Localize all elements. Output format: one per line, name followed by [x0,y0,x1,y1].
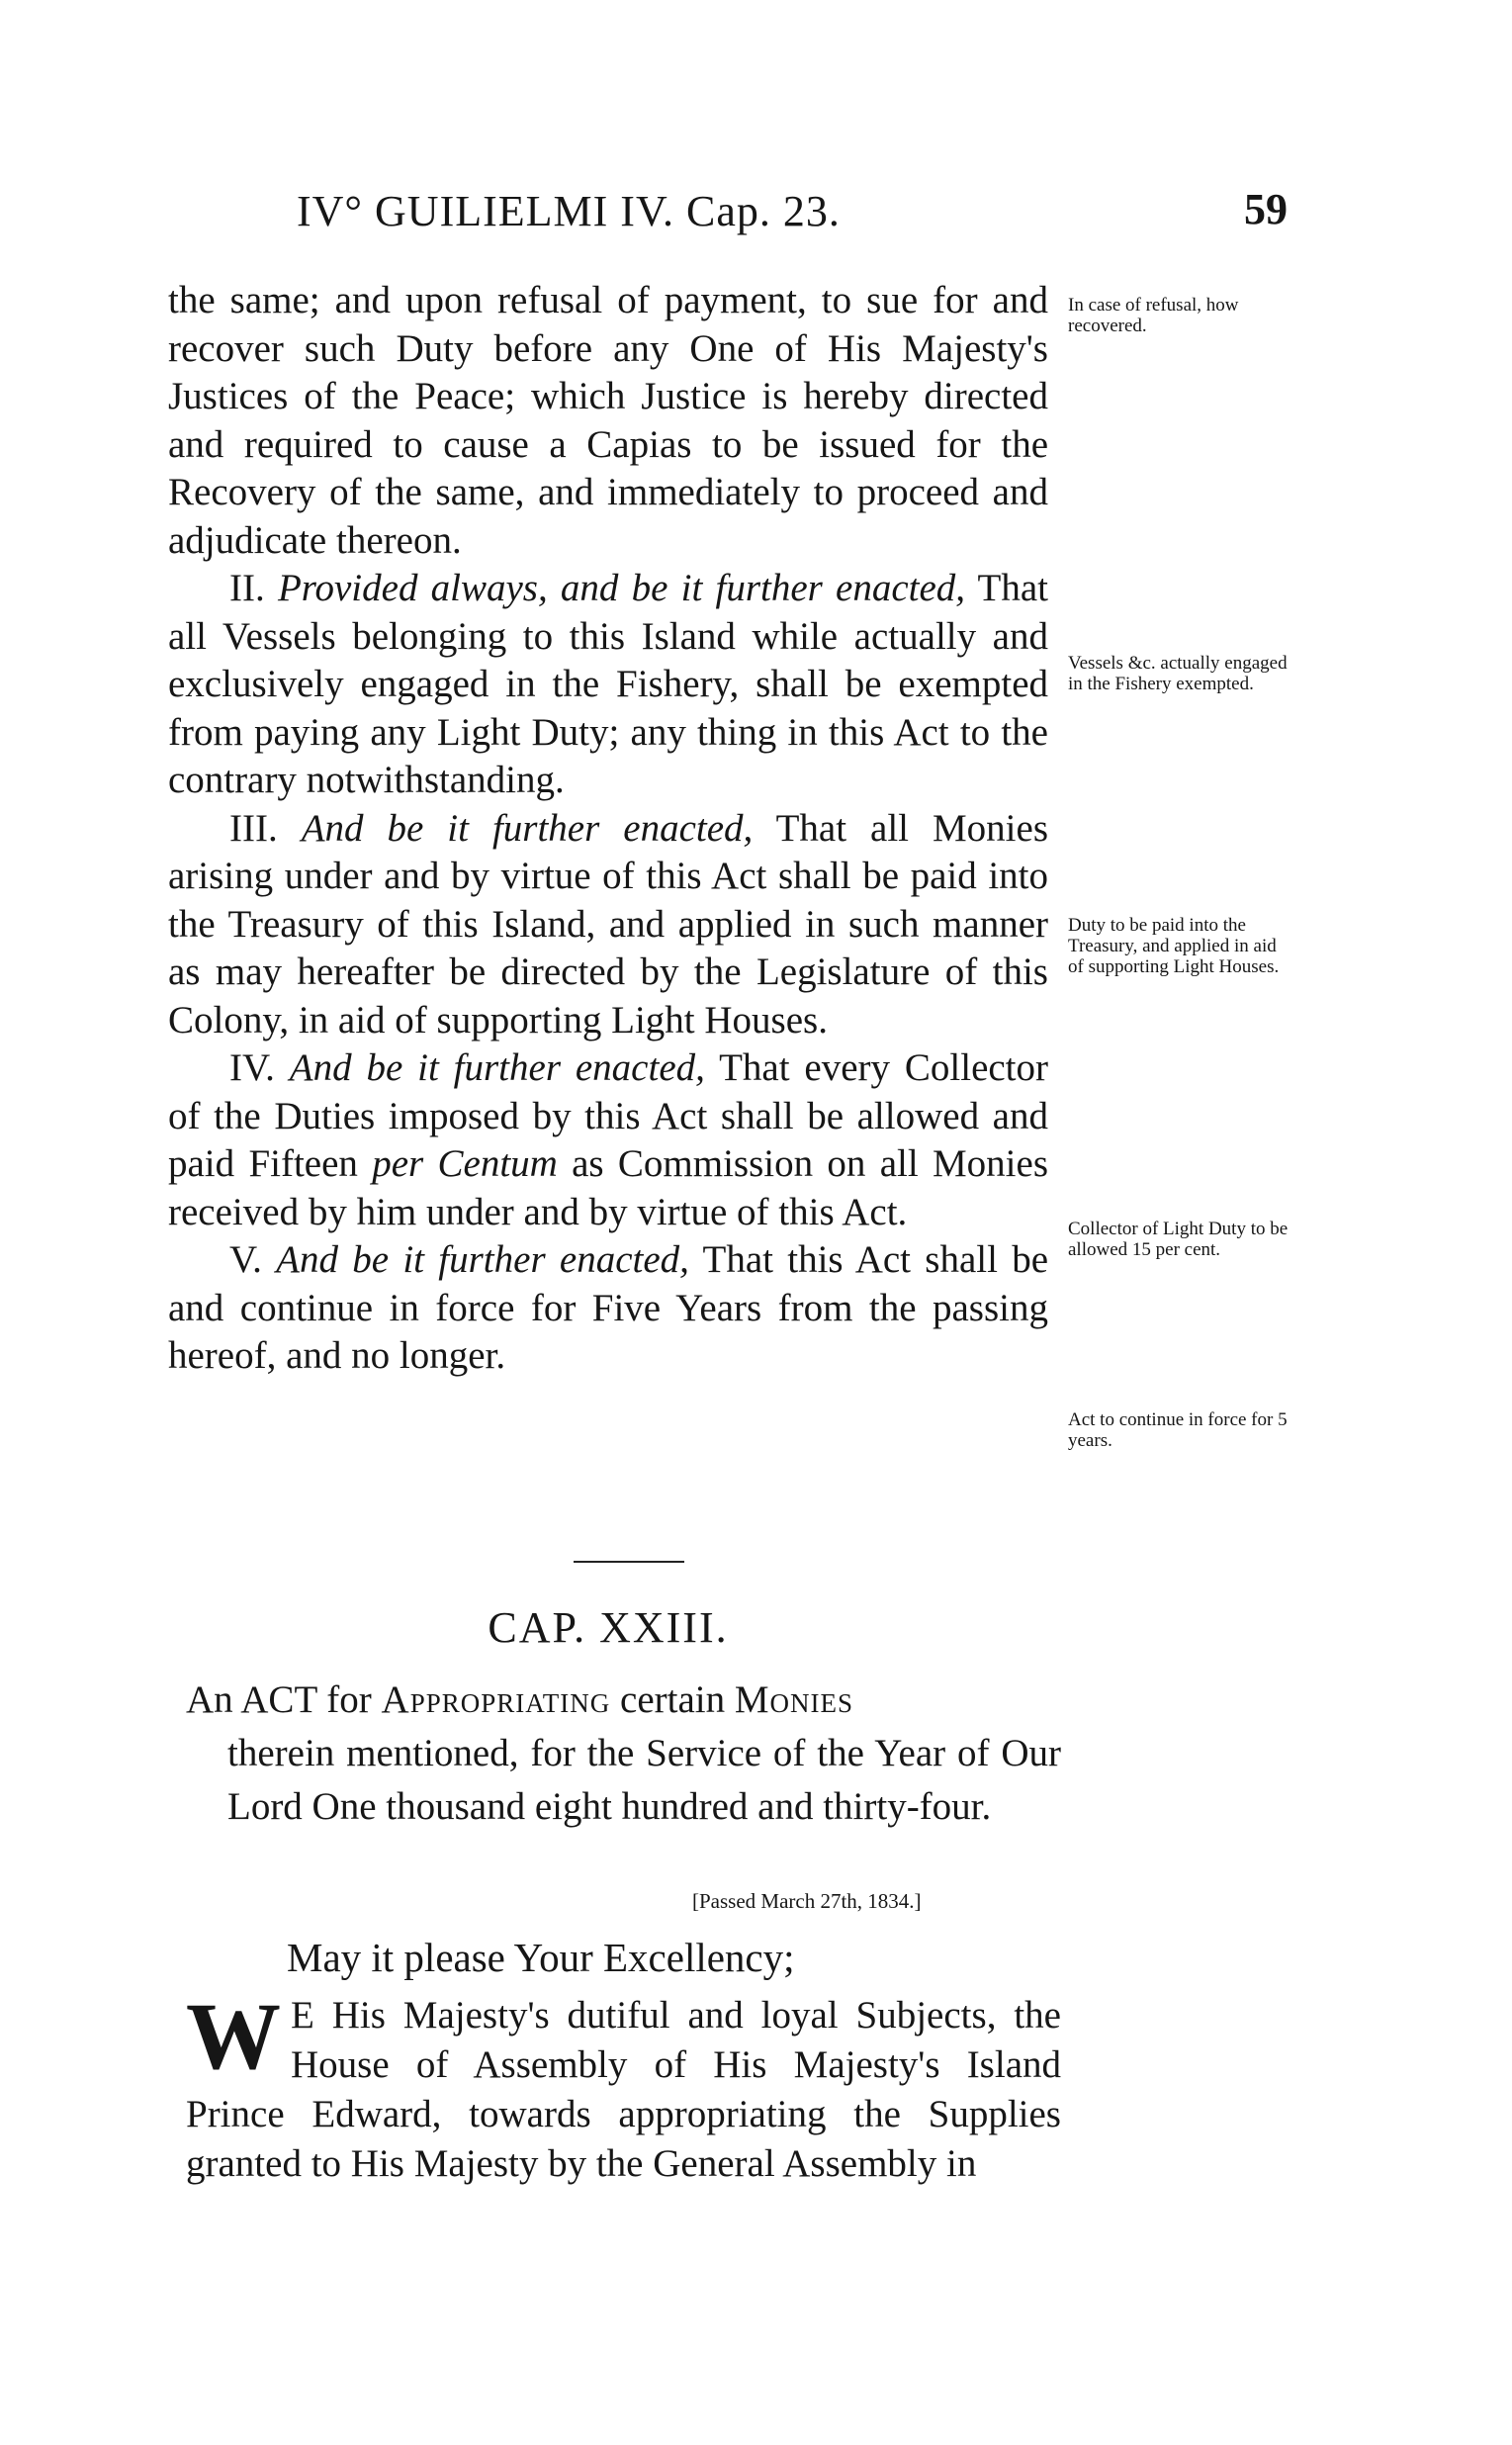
preamble [186,1983,1061,2189]
section-text: That every Collector of the Duties imposed by this Act shall be allowed and paid Fifteen [168,1046,1049,1185]
page-number: 59 [1244,185,1288,233]
section-text: the same; and upon refusal of payment, to sue for and recover such Duty before any One of His Majesty's Justices of the Peace; which Justice is hereby directed and required to cause a Capias to be issued for the Recovery of the same, and immediately to proceed and adjudicate thereon. [168,279,1048,562]
italic-phrase: per Centum [372,1142,558,1185]
act-title-keyword: Monies [734,1678,854,1721]
margin-note: Vessels &c. actually engaged in the Fishery exempted. [1068,653,1288,694]
section-3 [168,805,1048,1045]
section-4 [168,1044,1048,1236]
chapter-heading: CAP. XXIII. [488,1603,729,1652]
act-title-rest: therein mentioned, for the Service of the Year of Our Lord One thousand eight hundred and thirty-four. [227,1732,1061,1828]
section-text: That this Act shall be and continue in force for Five Years from the passing hereof, and no longer. [168,1238,1049,1377]
running-head: IV° GUILIELMI IV. Cap. 23. [297,187,841,235]
section-2 [168,565,1048,805]
enacting-clause: Provided always, and be it further enacted, [277,567,966,609]
margin-note: In case of refusal, how recovered. [1068,295,1239,336]
section-divider [574,1561,684,1563]
act-title-word: certain [620,1678,726,1721]
act-title-start: An ACT for [186,1678,372,1721]
section-number: V. [229,1238,262,1281]
section-text: That all Vessels belonging to this Island while actually and exclusively engaged in the Fishery, shall be exempted from paying any Light Duty; any thing in this Act to the contrary notwithstanding. [168,567,1049,801]
address-line: May it please Your Excellency; [287,1935,795,1980]
section-text: as Commission on all Monies received by him under and by virtue of this Act. [168,1142,1048,1233]
enacting-clause: And be it further enacted, [301,806,754,850]
section-number: IV. [229,1046,275,1089]
act-title-keyword: Appropriating [381,1678,611,1721]
margin-note: Act to continue in force for 5 years. [1068,1409,1288,1451]
section-5 [168,1236,1048,1381]
section-text: That all Monies arising under and by virtue of this Act shall be paid into the Treasury of this Island, and applied in such manner as may hereafter be directed by the Legislature of this Colony, in aid of supporting Light Houses. [168,806,1048,1041]
section-continuation [168,277,1048,565]
enacting-clause: And be it further enacted, [289,1046,705,1089]
margin-note: Collector of Light Duty to be allowed 15 per cent. [1068,1219,1289,1260]
preamble-text: E His Majesty's dutiful and loyal Subjects, the House of Assembly of His Majesty's Island Prince Edward, towards appropriating the Supplies granted to His Majesty by the General Assembly in [186,1994,1061,2185]
drop-cap: W [186,1983,281,2089]
act-body [168,277,1048,1381]
section-number: III. [229,806,278,850]
act-title [186,1674,1061,1834]
enacting-clause: And be it further enacted, [276,1238,689,1281]
passed-date: [Passed March 27th, 1834.] [692,1889,922,1913]
section-number: II. [229,567,265,609]
margin-note: Duty to be paid into the Treasury, and applied in aid of supporting Light Houses. [1068,915,1280,977]
